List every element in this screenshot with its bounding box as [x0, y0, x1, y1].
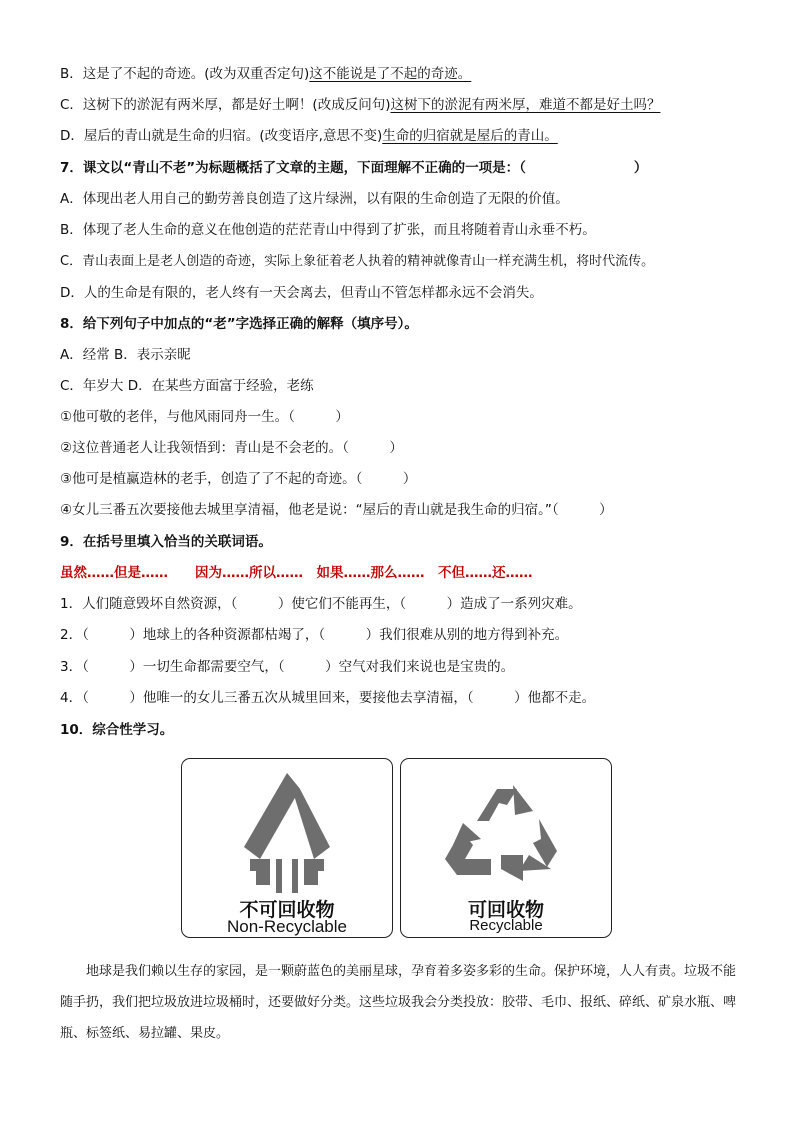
q7-option-a: A．体现出老人用自己的勤劳善良创造了这片绿洲，以有限的生命创造了无限的价值。 [60, 191, 569, 207]
q8-sentence-2: ②这位普通老人让我领悟到：青山是不会老的。（ ） [60, 440, 403, 456]
question-8: 8．给下列句子中加点的“老”字选择正确的解释（填序号）。 [60, 316, 418, 332]
q9-sentence-2: 2．（ ）地球上的各种资源都枯竭了，（ ）我们很难从别的地方得到补充。 [60, 627, 569, 643]
item-c-question: C．这树下的淤泥有两米厚，都是好土啊！(改成反问句) [60, 97, 391, 113]
q8-options-cd: C．年岁大 D．在某些方面富于经验，老练 [60, 378, 314, 394]
item-c [60, 95, 660, 115]
recycle-icon [401, 759, 611, 894]
item-d [60, 126, 558, 146]
q8-sentence-4: ④女儿三番五次要接他去城里享清福，他老是说：“屋后的青山就是我生命的归宿。”（ ） [60, 502, 613, 518]
non-recyclable-label-cn: 不可回收物 [239, 899, 335, 921]
recyclable-panel [400, 758, 612, 938]
q8-options-ab: A．经常 B．表示亲昵 [60, 347, 191, 363]
q9-word-bank: 虽然……但是…… 因为……所以…… 如果……那么…… 不但……还…… [60, 565, 533, 581]
q9-sentence-1: 1．人们随意毁坏自然资源，（ ）使它们不能再生，（ ）造成了一系列灾难。 [60, 596, 582, 612]
non-recyclable-label-en: Non-Recyclable [227, 917, 347, 936]
item-b-answer: 这不能说是了不起的奇迹。 [309, 66, 472, 82]
q9-sentence-3: 3．（ ）一切生命都需要空气，（ ）空气对我们来说也是宝贵的。 [60, 659, 515, 675]
q7-option-c: C．青山表面上是老人创造的奇迹，实际上象征着老人执着的精神就像青山一样充满生机，将时代流传。 [60, 254, 655, 269]
q9-sentence-4: 4．（ ）他唯一的女儿三番五次从城里回来，要接他去享清福，（ ）他都不走。 [60, 690, 596, 706]
q7-option-d: D．人的生命是有限的，老人终有一天会离去，但青山不管怎样都永远不会消失。 [60, 285, 543, 301]
question-9: 9．在括号里填入恰当的关联词语。 [60, 534, 272, 550]
environment-paragraph: 地球是我们赖以生存的家园，是一颗蔚蓝色的美丽星球，孕育着多姿多彩的生命。保护环境，人人有责。垃圾不能随手扔，我们把垃圾放进垃圾桶时，还要做好分类。这些垃圾我会分类投放：胶带、毛巾、报纸、碎纸、矿泉水瓶、啤瓶、标签纸、易拉罐、果皮。 [60, 964, 737, 1041]
item-b-question: B．这是了不起的奇迹。(改为双重否定句) [60, 66, 310, 82]
non-recyclable-icon [182, 759, 392, 894]
q8-sentence-3: ③他可是植赢造林的老手，创造了了不起的奇迹。（ ） [60, 471, 417, 487]
recyclable-label-cn: 可回收物 [467, 899, 544, 921]
recyclable-label-en: Recyclable [469, 917, 543, 934]
item-c-answer: 这树下的淤泥有两米厚，难道不都是好土吗？ [390, 97, 661, 113]
q8-sentence-1: ①他可敬的老伴，与他风雨同舟一生。（ ） [60, 409, 349, 425]
item-d-answer: 生命的归宿就是屋后的青山。 [382, 128, 558, 144]
q7-option-b: B．体现了老人生命的意义在他创造的茫茫青山中得到了扩张，而且将随着青山永垂不朽。 [60, 222, 596, 238]
item-b [60, 64, 471, 84]
non-recyclable-panel [181, 758, 393, 938]
item-d-question: D．屋后的青山就是生命的归宿。(改变语序,意思不变) [60, 128, 383, 144]
question-10: 10．综合性学习。 [60, 722, 174, 738]
question-7: 7．课文以“青山不老”为标题概括了文章的主题，下面理解不正确的一项是：（ ） [60, 160, 648, 176]
